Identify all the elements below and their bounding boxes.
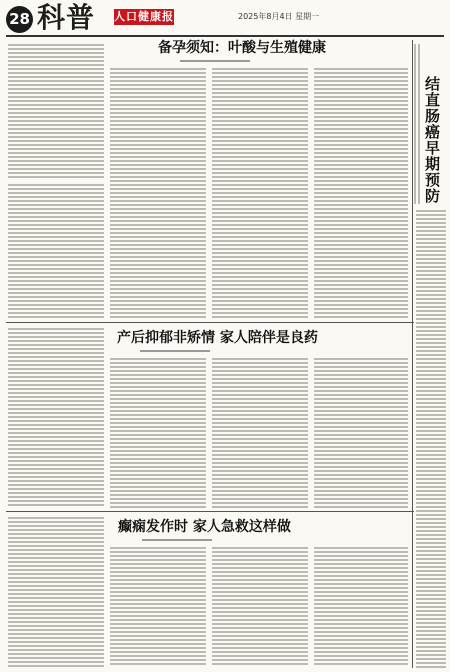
page-number: 28 <box>6 6 33 33</box>
body-text-column <box>110 358 206 508</box>
body-text-column <box>314 547 408 667</box>
issue-date: 2025年8月4日 星期一 <box>238 12 320 21</box>
body-text-column <box>212 547 308 667</box>
section-divider <box>6 322 414 323</box>
body-text-column <box>8 184 104 318</box>
body-text-column <box>314 358 408 508</box>
masthead-rule <box>6 35 444 37</box>
body-text-column <box>314 68 408 318</box>
byline <box>180 60 250 62</box>
byline <box>414 44 422 204</box>
section-title: 科普 <box>37 1 96 34</box>
body-text-column <box>212 358 308 508</box>
article-headline-epilepsy: 癫痫发作时 家人急救这样做 <box>118 519 291 535</box>
column-divider <box>412 40 413 668</box>
byline <box>140 350 210 352</box>
body-text-column <box>110 547 206 667</box>
body-text-column <box>8 44 104 180</box>
body-text-column <box>8 328 104 508</box>
article-headline-postpartum: 产后抑郁非矫情 家人陪伴是良药 <box>117 330 318 346</box>
byline <box>142 539 212 541</box>
article-headline-folic-acid: 备孕须知：叶酸与生殖健康 <box>158 40 326 56</box>
newspaper-logo: 人口健康报 <box>114 10 174 23</box>
body-text-column <box>416 210 446 668</box>
body-text-column <box>8 517 104 667</box>
article-headline-colorectal: 结直肠癌 早期预防 <box>425 75 441 205</box>
section-divider <box>6 511 414 512</box>
body-text-column <box>110 68 206 318</box>
body-text-column <box>212 68 308 318</box>
